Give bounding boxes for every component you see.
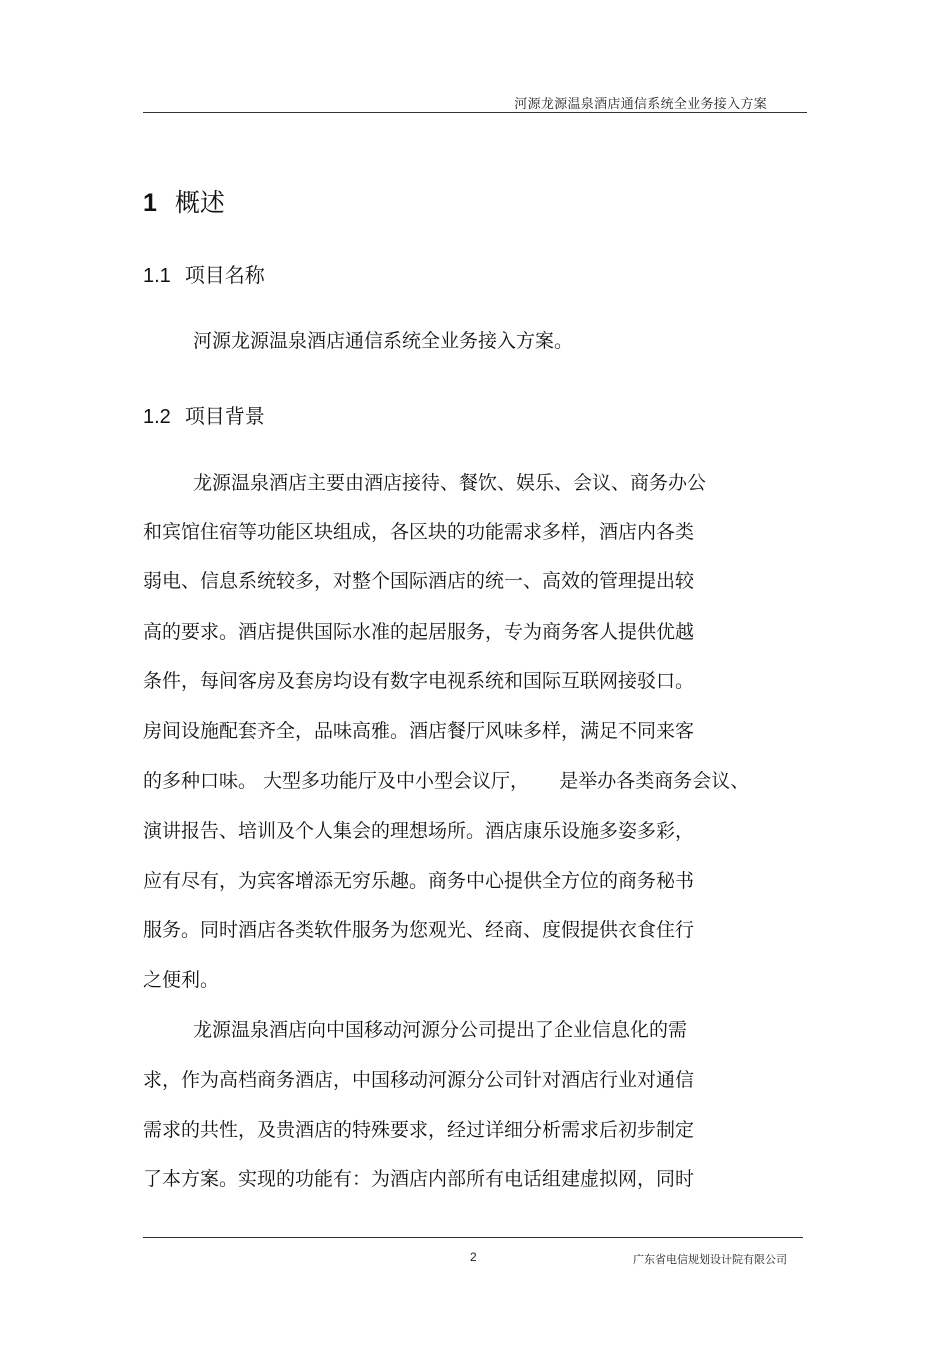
subsection-heading-1-1 <box>143 259 265 288</box>
paragraph-line: 弱电、信息系统较多，对整个国际酒店的统一、高效的管理提出较 <box>143 570 695 592</box>
footer-rule <box>143 1237 803 1238</box>
paragraph-line: 条件，每间客房及套房均设有数字电视系统和国际互联网接驳口。 <box>143 670 695 692</box>
subsection-number: 1.2 <box>143 406 171 428</box>
paragraph-line: 演讲报告、培训及个人集会的理想场所。酒店康乐设施多姿多彩， <box>143 820 695 842</box>
paragraph-line: 服务。同时酒店各类软件服务为您观光、经商、度假提供衣食住行 <box>143 919 695 941</box>
header-rule <box>143 112 807 113</box>
subsection-heading-1-2 <box>143 400 265 429</box>
paragraph-line: 应有尽有，为宾客增添无穷乐趣。商务中心提供全方位的商务秘书 <box>143 870 695 892</box>
paragraph-line: 龙源温泉酒店向中国移动河源分公司提出了企业信息化的需 <box>193 1019 688 1041</box>
paragraph-line: 高的要求。酒店提供国际水准的起居服务，专为商务客人提供优越 <box>143 621 695 643</box>
paragraph-line: 房间设施配套齐全，品味高雅。酒店餐厅风味多样，满足不同来客 <box>143 720 695 742</box>
paragraph-line: 的多种口味。 大型多功能厅及中小型会议厅， 是举办各类商务会议、 <box>143 770 750 792</box>
paragraph-line: 求，作为高档商务酒店，中国移动河源分公司针对酒店行业对通信 <box>143 1069 695 1091</box>
paragraph-line: 和宾馆住宿等功能区块组成，各区块的功能需求多样，酒店内各类 <box>143 521 695 543</box>
project-name-text: 河源龙源温泉酒店通信系统全业务接入方案。 <box>193 330 574 352</box>
section-heading-1 <box>143 183 225 219</box>
paragraph-line: 龙源温泉酒店主要由酒店接待、餐饮、娱乐、会议、商务办公 <box>193 472 707 494</box>
paragraph-line: 之便利。 <box>143 969 220 991</box>
subsection-title: 项目背景 <box>184 404 265 428</box>
section-number: 1 <box>143 189 157 217</box>
page-number: 2 <box>470 1250 477 1264</box>
subsection-number: 1.1 <box>143 265 171 287</box>
paragraph-line: 了本方案。实现的功能有：为酒店内部所有电话组建虚拟网，同时 <box>143 1168 695 1190</box>
paragraph-line: 需求的共性，及贵酒店的特殊要求，经过详细分析需求后初步制定 <box>143 1119 695 1141</box>
running-header-title: 河源龙源温泉酒店通信系统全业务接入方案 <box>514 97 767 112</box>
section-title: 概述 <box>174 188 225 217</box>
subsection-title: 项目名称 <box>184 263 265 287</box>
footer-organization: 广东省电信规划设计院有限公司 <box>633 1253 787 1266</box>
